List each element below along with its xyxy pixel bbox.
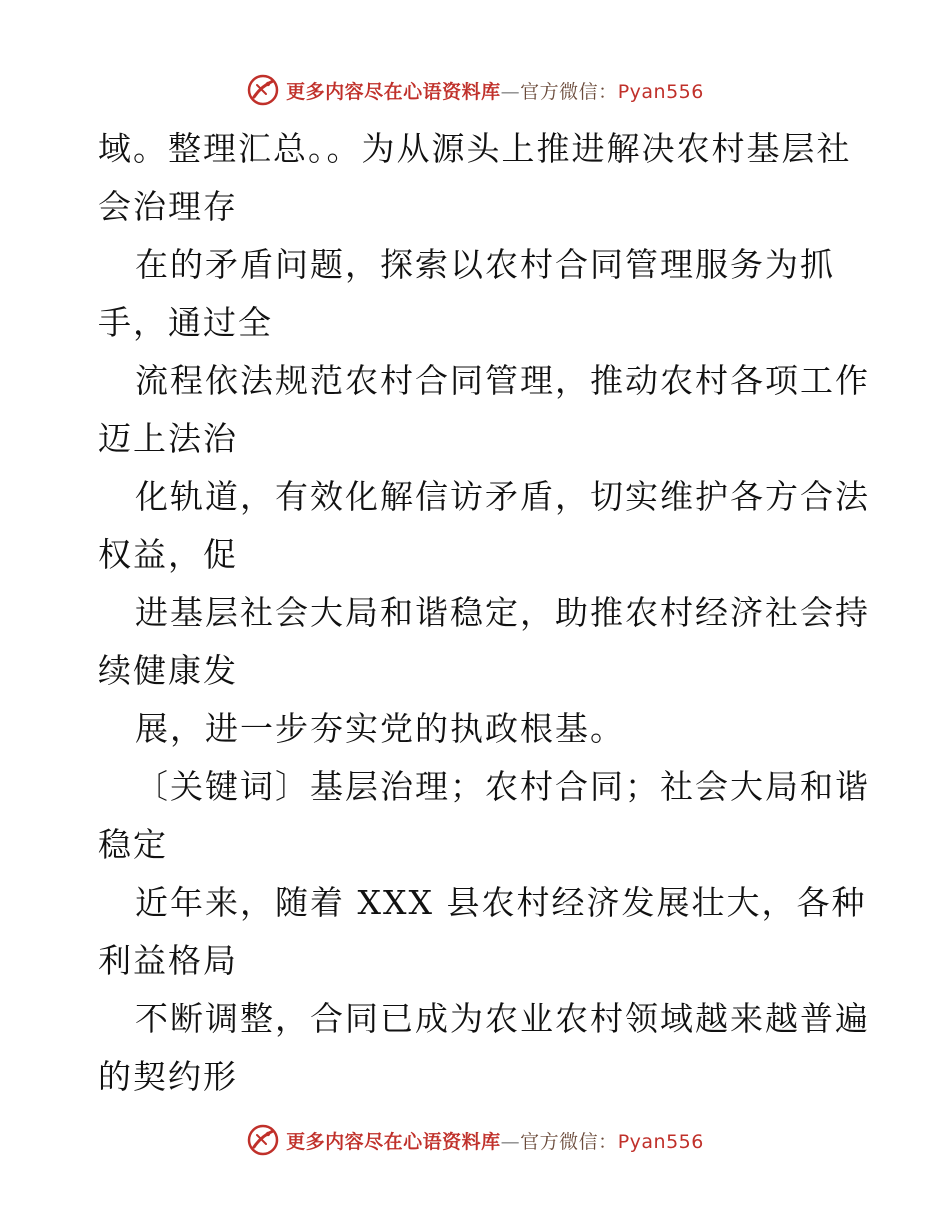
text-line: 〔关键词〕基层治理；农村合同；社会大局和谐 (135, 767, 870, 806)
watermark-separator: — (500, 80, 521, 103)
watermark-brand: 更多内容尽在心语资料库 (286, 80, 501, 103)
seal-pen-logo-icon (246, 73, 280, 107)
watermark-label: 官方微信： (520, 1130, 618, 1153)
text-line: 利益格局 (98, 941, 238, 980)
text-line: 进基层社会大局和谐稳定，助推农村经济社会持 (135, 593, 870, 632)
text-line: 手，通过全 (98, 303, 273, 342)
text-line: 权益，促 (98, 535, 238, 574)
text-line: 域。整理汇总。。为从源头上推进解决农村基层社 (98, 129, 852, 168)
text-line: 在的矛盾问题，探索以农村合同管理服务为抓 (135, 245, 835, 284)
seal-pen-logo-icon (246, 1123, 280, 1157)
text-line: 近年来，随着 XXX 县农村经济发展壮大，各种 (135, 883, 867, 922)
watermark-wechat-id: Pyan556 (617, 80, 704, 103)
text-line: 的契约形 (98, 1057, 238, 1096)
watermark-wechat-id: Pyan556 (617, 1130, 704, 1153)
watermark-separator: — (500, 1130, 521, 1153)
text-line: 不断调整，合同已成为农业农村领域越来越普遍 (135, 999, 870, 1038)
text-line: 展，进一步夯实党的执政根基。 (135, 709, 625, 748)
text-line: 稳定 (98, 825, 168, 864)
header-watermark (0, 70, 950, 110)
watermark-brand: 更多内容尽在心语资料库 (286, 1130, 501, 1153)
text-line: 迈上法治 (98, 419, 238, 458)
text-line: 流程依法规范农村合同管理，推动农村各项工作 (135, 361, 870, 400)
text-line: 会治理存 (98, 187, 238, 226)
footer-watermark (0, 1120, 950, 1160)
watermark-label: 官方微信： (520, 80, 618, 103)
text-line: 续健康发 (98, 651, 238, 690)
text-line: 化轨道，有效化解信访矛盾，切实维护各方合法 (135, 477, 870, 516)
document-body (98, 120, 870, 1106)
